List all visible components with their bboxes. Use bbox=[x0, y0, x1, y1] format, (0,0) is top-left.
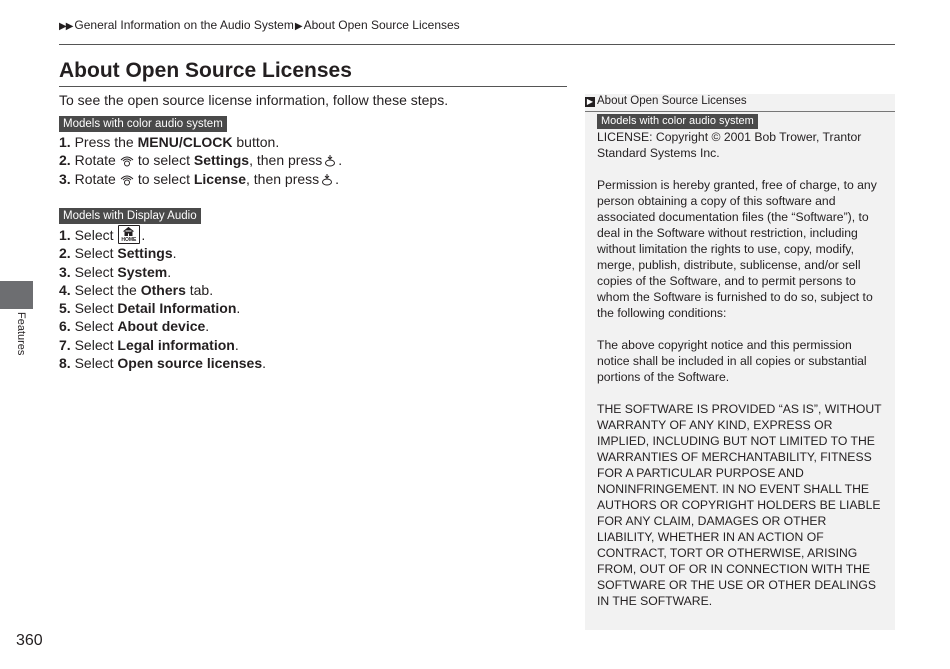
page-title: About Open Source Licenses bbox=[59, 59, 352, 82]
breadcrumb bbox=[59, 18, 460, 32]
step-text: . bbox=[236, 300, 241, 317]
step-text: Select bbox=[74, 300, 118, 317]
step-bold: Settings bbox=[193, 152, 250, 169]
license-text bbox=[597, 129, 887, 625]
step-item bbox=[59, 263, 266, 281]
step-bold: Detail Information bbox=[117, 300, 237, 317]
step-number: 3. bbox=[59, 263, 71, 280]
selector-knob-icon bbox=[120, 153, 134, 165]
title-divider bbox=[59, 86, 567, 87]
step-text: , then press bbox=[246, 170, 320, 187]
step-text: Rotate bbox=[74, 152, 116, 169]
step-text: Select bbox=[74, 336, 118, 353]
step-text: . bbox=[262, 355, 267, 372]
step-item bbox=[59, 225, 266, 244]
intro-text: To see the open source license information, follow these steps. bbox=[59, 92, 449, 108]
step-text: Press the bbox=[74, 134, 138, 150]
license-paragraph: LICENSE: Copyright © 2001 Bob Trower, Trantor Standard Systems Inc. bbox=[597, 130, 862, 160]
step-number: 8. bbox=[59, 355, 71, 372]
step-item bbox=[59, 244, 266, 262]
step-number: 7. bbox=[59, 336, 71, 353]
step-number: 1. bbox=[59, 227, 71, 243]
step-number: 3. bbox=[59, 170, 71, 187]
top-divider bbox=[59, 44, 895, 45]
step-item bbox=[59, 133, 342, 151]
color-audio-steps bbox=[59, 133, 342, 188]
display-audio-badge: Models with Display Audio bbox=[59, 208, 201, 224]
step-text: to select bbox=[137, 152, 194, 169]
step-number: 4. bbox=[59, 281, 71, 298]
press-knob-icon bbox=[321, 172, 333, 184]
page-number: 360 bbox=[16, 632, 43, 649]
step-text: Select bbox=[74, 245, 118, 262]
arrow-icon: ▶ bbox=[294, 21, 303, 32]
license-paragraph: The above copyright notice and this permission notice shall be included in all copies or substantial portions of the Software. bbox=[597, 338, 867, 384]
reference-marker-icon: ▶ bbox=[586, 97, 594, 106]
step-item bbox=[59, 299, 266, 317]
sidebar-note-title: About Open Source Licenses bbox=[597, 95, 747, 107]
step-bold: Settings bbox=[117, 245, 173, 262]
step-text: . bbox=[141, 227, 146, 243]
chapter-tab[interactable] bbox=[0, 281, 33, 309]
breadcrumb-item-audio-system[interactable]: General Information on the Audio System bbox=[74, 18, 294, 32]
license-paragraph: Permission is hereby granted, free of charge, to any person obtaining a copy of this software and associated documentation files (the “Software”), to deal in the Software without restriction, including without limitation the rights to use, copy, modify, merge, publish, distribute, sublicense, and/or sell copies of the Software, and to permit persons to whom the Software is furnished to do so, subject to the following conditions: bbox=[597, 178, 877, 320]
step-text: , then press bbox=[249, 152, 323, 169]
breadcrumb-item-open-source[interactable]: About Open Source Licenses bbox=[303, 18, 460, 32]
step-item: 3. Rotate to select License, then press . bbox=[59, 170, 340, 187]
step-text: to select bbox=[137, 170, 194, 187]
home-icon-label: HOME bbox=[121, 237, 137, 243]
chapter-tab-label: Features bbox=[15, 312, 27, 356]
step-text: tab. bbox=[185, 281, 214, 298]
selector-knob-icon bbox=[120, 172, 134, 184]
step-bold: License bbox=[193, 170, 246, 187]
home-button-icon bbox=[118, 225, 140, 244]
step-text: Select the bbox=[74, 281, 141, 298]
step-item bbox=[59, 336, 266, 354]
step-text: Select bbox=[74, 227, 118, 243]
step-text: button. bbox=[232, 134, 280, 150]
step-text: Select bbox=[74, 263, 118, 280]
step-bold: Open source licenses bbox=[117, 355, 263, 372]
sidebar-note-header bbox=[585, 95, 895, 112]
step-text: . bbox=[205, 318, 210, 335]
step-bold: Legal information bbox=[117, 336, 235, 353]
step-item bbox=[59, 281, 266, 299]
step-bold: MENU/CLOCK bbox=[137, 134, 233, 150]
step-item: 2. Rotate to select Settings, then press . bbox=[59, 152, 343, 169]
color-audio-badge: Models with color audio system bbox=[59, 116, 227, 132]
step-text: . bbox=[172, 245, 177, 262]
display-audio-steps bbox=[59, 225, 266, 372]
step-number: 5. bbox=[59, 300, 71, 317]
step-text: Select bbox=[74, 318, 118, 335]
step-item bbox=[59, 354, 266, 372]
step-number: 2. bbox=[59, 152, 71, 169]
step-number: 1. bbox=[59, 134, 71, 150]
step-text: . bbox=[234, 336, 239, 353]
step-text: Rotate bbox=[74, 170, 116, 187]
press-knob-icon bbox=[324, 153, 336, 165]
step-bold: Others bbox=[140, 281, 186, 298]
panel-color-audio-badge: Models with color audio system bbox=[597, 114, 758, 129]
license-paragraph: THE SOFTWARE IS PROVIDED “AS IS”, WITHOUT WARRANTY OF ANY KIND, EXPRESS OR IMPLIED, INCLUDING BUT NOT LIMITED TO THE WARRANTIES OF MERCHANTABILITY, FITNESS FOR A PARTICULAR PURPOSE AND NONINFRINGEMENT. IN NO EVENT SHALL THE AUTHORS OR COPYRIGHT HOLDERS BE LIABLE FOR ANY CLAIM, DAMAGES OR OTHER LIABILITY, WHETHER IN AN ACTION OF CONTRACT, TORT OR OTHERWISE, ARISING FROM, OUT OF OR IN CONNECTION WITH THE SOFTWARE OR THE USE OR OTHER DEALINGS IN THE SOFTWARE. bbox=[597, 402, 882, 608]
double-arrow-icon: ▶▶ bbox=[59, 21, 73, 32]
step-number: 2. bbox=[59, 245, 71, 262]
step-text: . bbox=[167, 263, 172, 280]
step-item bbox=[59, 317, 266, 335]
step-bold: About device bbox=[117, 318, 206, 335]
step-text: Select bbox=[74, 355, 118, 372]
step-bold: System bbox=[117, 263, 168, 280]
step-number: 6. bbox=[59, 318, 71, 335]
